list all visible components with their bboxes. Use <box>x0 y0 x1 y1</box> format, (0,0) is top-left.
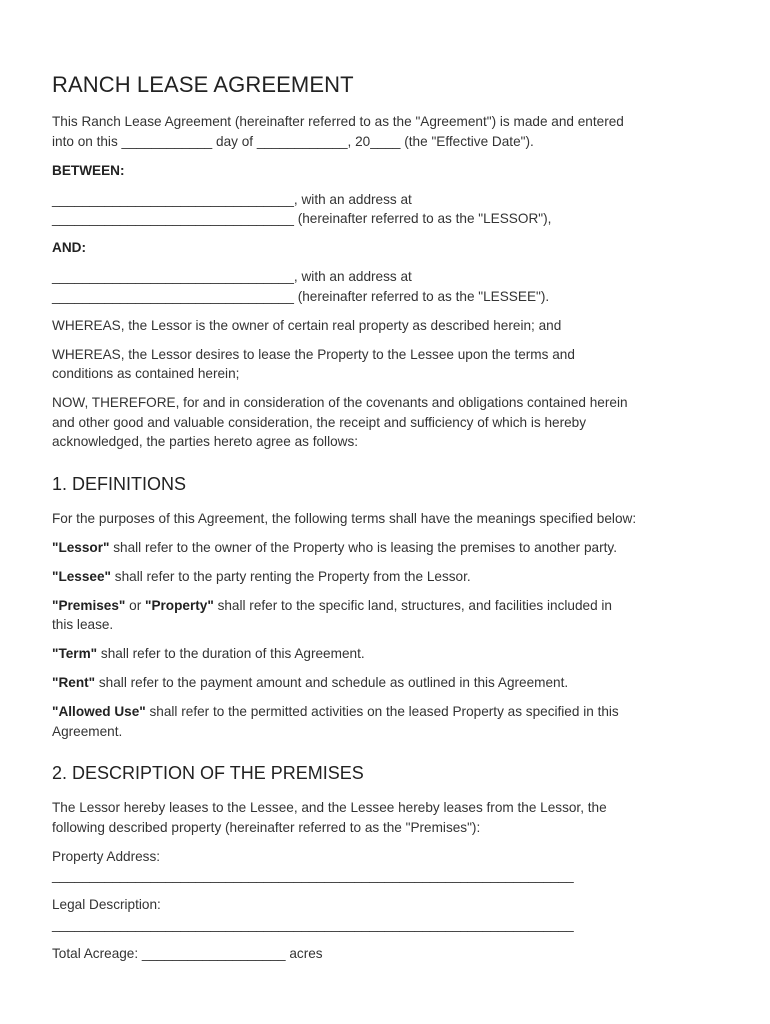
definition-lessor <box>52 538 732 558</box>
definition-premises-text-1: shall refer to the specific land, structures, and facilities included in <box>213 597 612 613</box>
and-label: AND: <box>52 240 86 255</box>
term-lessee: "Lessee" <box>52 568 111 584</box>
definition-rent <box>52 673 732 693</box>
between-label: BETWEEN: <box>52 162 125 178</box>
section-definitions <box>52 474 732 742</box>
term-premises: "Premises" <box>52 597 126 613</box>
term-allowed-use: "Allowed Use" <box>52 704 146 719</box>
intro-line-1: This Ranch Lease Agreement (hereinafter referred to as the "Agreement") is made and entered <box>52 114 624 129</box>
intro-line-2: into on this ____________ day of ____________, 20____ (the "Effective Date"). <box>52 133 534 149</box>
whereas2-line-2: conditions as contained herein; <box>52 366 240 381</box>
definition-premises-text-2: this lease. <box>52 617 114 632</box>
whereas2-line-1: WHEREAS, the Lessor desires to lease the Property to the Lessee upon the terms and <box>52 346 575 362</box>
definition-term <box>52 644 732 664</box>
lessor-line-1: ________________________________, with an address at <box>52 191 412 207</box>
legal-description-label: Legal Description: <box>52 897 161 912</box>
definition-rent-text: shall refer to the payment amount and schedule as outlined in this Agreement. <box>95 675 569 690</box>
term-term: "Term" <box>52 646 98 661</box>
intro-paragraph <box>52 112 732 151</box>
term-lessor: "Lessor" <box>52 539 110 555</box>
premises-intro-line-2: following described property (hereinafter referred to as the "Premises"): <box>52 819 481 835</box>
now-therefore-paragraph <box>52 393 732 452</box>
lessee-block <box>52 267 732 306</box>
now-therefore-line-2: and other good and valuable consideration, the receipt and sufficiency of which is hereby <box>52 414 587 430</box>
definition-premises <box>52 596 732 635</box>
now-therefore-line-3: acknowledged, the parties hereto agree as follows: <box>52 434 359 449</box>
premises-intro-line-1: The Lessor hereby leases to the Lessee, and the Lessee hereby leases from the Lessor, the <box>52 800 607 815</box>
legal-description-field <box>52 895 732 934</box>
definition-or: or <box>125 597 145 613</box>
definition-lessor-text: shall refer to the owner of the Property who is leasing the premises to another party. <box>109 539 617 555</box>
property-address-blank: _____________________________________________________________________ <box>52 868 574 883</box>
lessor-line-2: ________________________________ (hereinafter referred to as the "LESSOR"), <box>52 211 552 226</box>
definition-lessee-text: shall refer to the party renting the Property from the Lessor. <box>111 568 471 584</box>
section-2-heading: 2. DESCRIPTION OF THE PREMISES <box>52 763 364 783</box>
lessee-line-1: ________________________________, with an address at <box>52 269 412 284</box>
term-property: "Property" <box>145 597 214 613</box>
definition-term-text: shall refer to the duration of this Agreement. <box>97 646 365 661</box>
definition-allowed-use-text-1: shall refer to the permitted activities on the leased Property as specified in this <box>145 704 619 719</box>
section-description-of-premises <box>52 763 732 963</box>
definition-allowed-use <box>52 702 732 741</box>
legal-description-blank: _____________________________________________________________________ <box>52 916 574 932</box>
definition-lessee <box>52 567 732 587</box>
document-title: RANCH LEASE AGREEMENT <box>52 72 354 97</box>
term-rent: "Rent" <box>52 675 96 690</box>
section-1-heading: 1. DEFINITIONS <box>52 473 187 494</box>
definition-allowed-use-text-2: Agreement. <box>52 723 123 739</box>
now-therefore-line-1: NOW, THEREFORE, for and in consideration of the covenants and obligations contained herein <box>52 395 628 410</box>
premises-intro <box>52 798 732 837</box>
whereas-paragraph-2 <box>52 345 732 384</box>
total-acreage-field: Total Acreage: ___________________ acres <box>52 945 323 961</box>
whereas-paragraph-1: WHEREAS, the Lessor is the owner of certain real property as described herein; and <box>52 317 562 333</box>
lessee-line-2: ________________________________ (hereinafter referred to as the "LESSEE"). <box>52 288 550 304</box>
property-address-label: Property Address: <box>52 848 161 864</box>
definitions-intro: For the purposes of this Agreement, the following terms shall have the meanings specified below: <box>52 510 637 526</box>
property-address-field <box>52 847 732 886</box>
document-page <box>52 72 732 973</box>
lessor-block <box>52 190 732 229</box>
